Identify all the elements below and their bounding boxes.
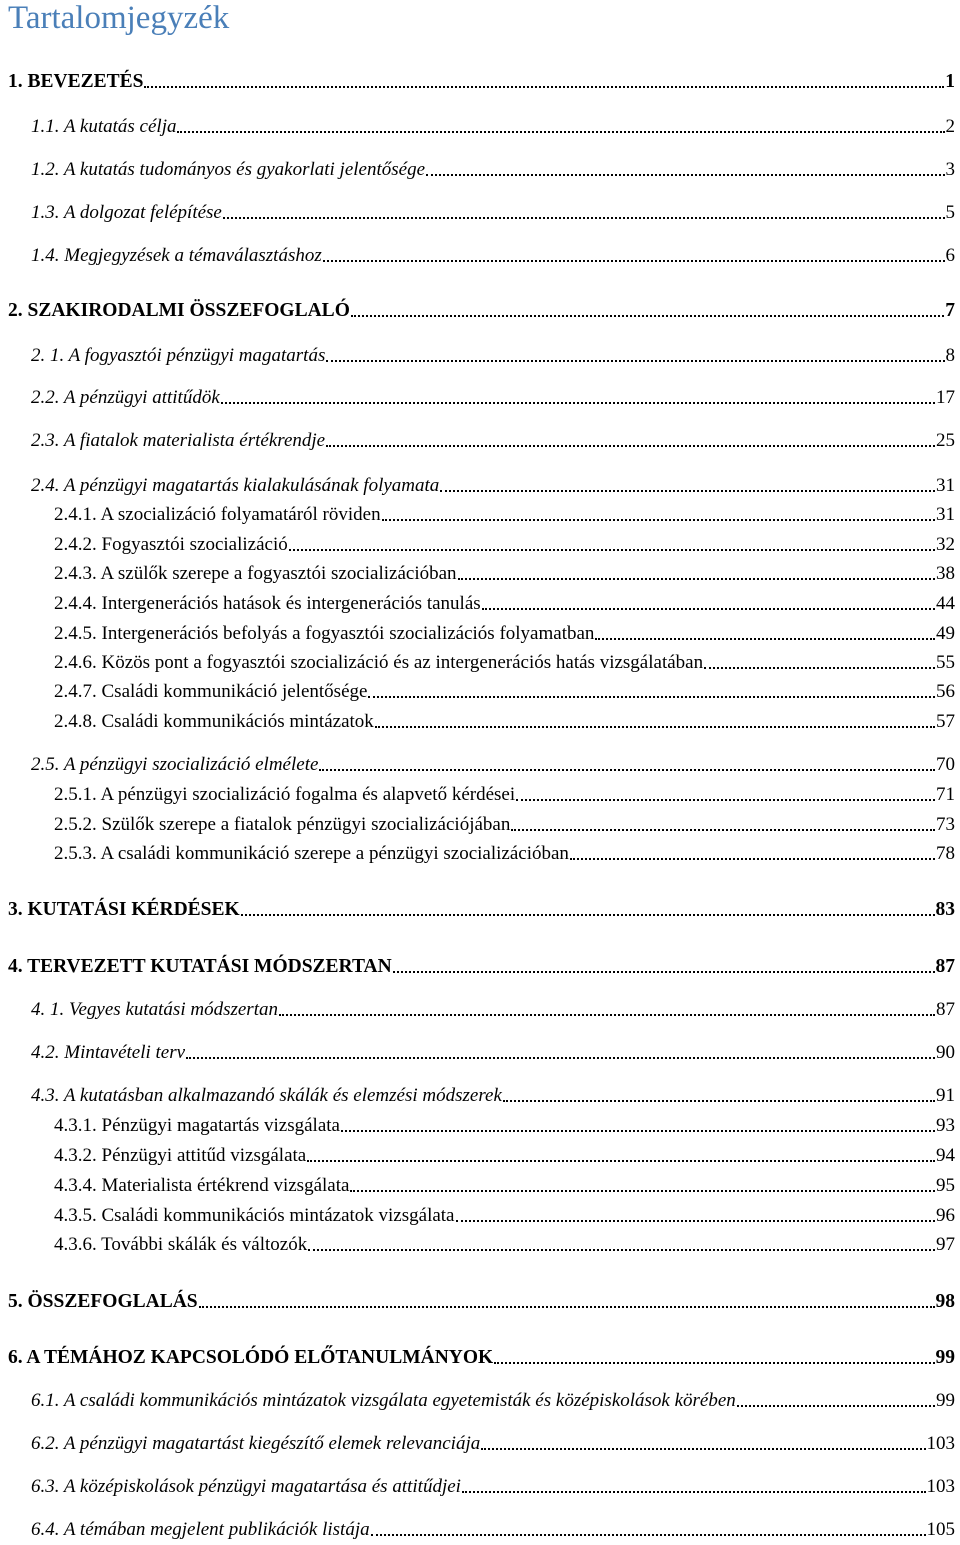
toc-entry-page-number: 32 <box>936 534 955 555</box>
toc-entry[interactable] <box>54 1173 955 1199</box>
toc-entry[interactable] <box>54 561 955 587</box>
toc-entry-title: 2.5.2. Szülők szerepe a fiatalok pénzügyi szocializációjában <box>54 814 511 835</box>
toc-entry-page-number: 38 <box>936 563 955 584</box>
toc-entry[interactable] <box>31 1040 955 1066</box>
toc-entry-page-number: 105 <box>926 1519 955 1540</box>
toc-entry-title: 2.4. A pénzügyi magatartás kialakulásának folyamata <box>31 475 440 496</box>
toc-entry[interactable] <box>54 502 955 528</box>
dot-leader <box>144 86 944 88</box>
toc-entry-title: 4.3.6. További skálák és változók <box>54 1234 308 1255</box>
dot-leader <box>440 490 935 492</box>
toc-entry-page-number: 5 <box>945 202 955 223</box>
toc-entry[interactable] <box>54 1203 955 1229</box>
toc-entry-title: 2. SZAKIRODALMI ÖSSZEFOGLALÓ <box>8 300 350 321</box>
toc-entry[interactable] <box>31 428 955 454</box>
toc-entry[interactable] <box>54 679 955 705</box>
toc-entry-title: 6.1. A családi kommunikációs mintázatok vizsgálata egyetemisták és középiskolások körében <box>31 1390 736 1411</box>
toc-entry[interactable] <box>31 1388 955 1414</box>
toc-entry-title: 1.2. A kutatás tudományos és gyakorlati jelentősége <box>31 159 426 180</box>
toc-entry[interactable] <box>54 650 955 676</box>
toc-entry-title: 2.4.5. Intergenerációs befolyás a fogyasztói szocializációs folyamatban <box>54 623 595 644</box>
toc-entry-title: 5. ÖSSZEFOGLALÁS <box>8 1291 198 1312</box>
toc-entry-page-number: 87 <box>936 999 955 1020</box>
dot-leader <box>199 1306 935 1308</box>
toc-entry[interactable] <box>31 1083 955 1109</box>
toc-entry-page-number: 78 <box>936 843 955 864</box>
toc-entry-page-number: 93 <box>936 1115 955 1136</box>
dot-leader <box>350 1190 935 1192</box>
toc-entry-title: 2.5.1. A pénzügyi szocializáció fogalma és alapvető kérdései <box>54 784 516 805</box>
dot-leader <box>511 829 935 831</box>
toc-entry-page-number: 25 <box>936 430 955 451</box>
dot-leader <box>371 1534 926 1536</box>
dot-leader <box>186 1057 935 1059</box>
dot-leader <box>456 1220 936 1222</box>
toc-entry-page-number: 44 <box>936 593 955 614</box>
toc-entry[interactable] <box>54 1143 955 1169</box>
toc-entry-title: 3. KUTATÁSI KÉRDÉSEK <box>8 899 240 920</box>
dot-leader <box>279 1014 935 1016</box>
toc-entry-title: 4. 1. Vegyes kutatási módszertan <box>31 999 278 1020</box>
dot-leader <box>289 549 935 551</box>
toc-entry-title: 2.4.4. Intergenerációs hatások és intergenerációs tanulás <box>54 593 481 614</box>
toc-entry[interactable] <box>31 1474 955 1500</box>
toc-entry[interactable] <box>8 954 955 980</box>
toc-entry-title: 2.2. A pénzügyi attitűdök <box>31 387 220 408</box>
toc-entry[interactable] <box>54 709 955 735</box>
dot-leader <box>462 1491 926 1493</box>
toc-entry-title: 2.4.8. Családi kommunikációs mintázatok <box>54 711 374 732</box>
toc-entry-page-number: 103 <box>926 1433 955 1454</box>
dot-leader <box>351 315 944 317</box>
toc-entry[interactable] <box>54 621 955 647</box>
toc-entry-page-number: 91 <box>936 1085 955 1106</box>
toc-entry-page-number: 83 <box>935 899 955 920</box>
toc-entry-page-number: 1 <box>945 71 955 92</box>
toc-entry[interactable] <box>31 1517 955 1543</box>
toc-entry-page-number: 73 <box>936 814 955 835</box>
toc-entry-title: 6.2. A pénzügyi magatartást kiegészítő elemek relevanciája <box>31 1433 481 1454</box>
toc-entry-title: 1.3. A dolgozat felépítése <box>31 202 222 223</box>
toc-entry[interactable] <box>54 1232 955 1258</box>
toc-entry-page-number: 94 <box>936 1145 955 1166</box>
page-title: Tartalomjegyzék <box>8 0 230 36</box>
dot-leader <box>368 696 935 698</box>
toc-entry-page-number: 95 <box>936 1175 955 1196</box>
dot-leader <box>308 1249 935 1251</box>
toc-entry-title: 2.4.1. A szocializáció folyamatáról röviden <box>54 504 381 525</box>
toc-entry-title: 6.4. A témában megjelent publikációk listája <box>31 1519 370 1540</box>
dot-leader <box>393 971 935 973</box>
dot-leader <box>382 519 935 521</box>
toc-entry[interactable] <box>31 473 955 499</box>
toc-entry[interactable] <box>31 1431 955 1457</box>
toc-entry-page-number: 7 <box>945 300 955 321</box>
toc-entry-title: 2.5.3. A családi kommunikáció szerepe a pénzügyi szocializációban <box>54 843 569 864</box>
toc-entry[interactable] <box>8 298 955 324</box>
toc-entry-title: 4.3.1. Pénzügyi magatartás vizsgálata <box>54 1115 340 1136</box>
toc-entry-title: 1.4. Megjegyzések a témaválasztáshoz <box>31 245 322 266</box>
dot-leader <box>737 1405 935 1407</box>
toc-entry-page-number: 2 <box>945 116 955 137</box>
dot-leader <box>375 726 935 728</box>
toc-entry-title: 4.3.2. Pénzügyi attitűd vizsgálata <box>54 1145 307 1166</box>
toc-entry[interactable] <box>54 532 955 558</box>
toc-entry[interactable] <box>31 343 955 369</box>
toc-entry-page-number: 31 <box>936 475 955 496</box>
toc-entry[interactable] <box>54 1113 955 1139</box>
dot-leader <box>458 578 935 580</box>
toc-entry[interactable] <box>8 897 955 923</box>
toc-entry-title: 2.4.2. Fogyasztói szocializáció <box>54 534 288 555</box>
toc-entry[interactable] <box>31 243 955 269</box>
dot-leader <box>326 445 935 447</box>
dot-leader <box>595 638 935 640</box>
toc-entry-title: 2.3. A fiatalok materialista értékrendje <box>31 430 326 451</box>
toc-entry-page-number: 57 <box>936 711 955 732</box>
toc-entry[interactable] <box>31 385 955 411</box>
toc-entry-title: 4.3. A kutatásban alkalmazandó skálák és elemzési módszerek <box>31 1085 502 1106</box>
dot-leader <box>319 769 935 771</box>
dot-leader <box>323 260 945 262</box>
toc-entry-page-number: 70 <box>936 754 955 775</box>
toc-entry-page-number: 56 <box>936 681 955 702</box>
toc-entry-page-number: 99 <box>935 1347 955 1368</box>
dot-leader <box>223 217 945 219</box>
toc-entry-page-number: 98 <box>935 1291 955 1312</box>
toc-entry-page-number: 103 <box>926 1476 955 1497</box>
toc-entry-title: 2.4.3. A szülők szerepe a fogyasztói szocializációban <box>54 563 457 584</box>
dot-leader <box>241 914 935 916</box>
toc-entry-page-number: 3 <box>945 159 955 180</box>
toc-entry[interactable] <box>31 752 955 778</box>
dot-leader <box>570 858 935 860</box>
toc-entry-title: 1. BEVEZETÉS <box>8 71 144 92</box>
toc-entry-page-number: 99 <box>936 1390 955 1411</box>
dot-leader <box>177 131 944 133</box>
dot-leader <box>221 402 935 404</box>
toc-entry-page-number: 31 <box>936 504 955 525</box>
toc-entry[interactable] <box>54 812 955 838</box>
toc-entry-page-number: 8 <box>945 345 955 366</box>
toc-entry-title: 2.5. A pénzügyi szocializáció elmélete <box>31 754 319 775</box>
toc-entry-title: 2. 1. A fogyasztói pénzügyi magatartás <box>31 345 326 366</box>
toc-entry[interactable] <box>54 591 955 617</box>
toc-entry-page-number: 17 <box>936 387 955 408</box>
toc-entry-title: 6. A TÉMÁHOZ KAPCSOLÓDÓ ELŐTANULMÁNYOK <box>8 1347 494 1368</box>
toc-entry-page-number: 97 <box>936 1234 955 1255</box>
toc-entry-title: 4.3.4. Materialista értékrend vizsgálata <box>54 1175 350 1196</box>
toc-entry-title: 4. TERVEZETT KUTATÁSI MÓDSZERTAN <box>8 956 392 977</box>
toc-entry-title: 4.2. Mintavételi terv <box>31 1042 186 1063</box>
toc-entry[interactable] <box>31 157 955 183</box>
dot-leader <box>326 360 944 362</box>
dot-leader <box>426 174 944 176</box>
toc-entry-title: 2.4.7. Családi kommunikáció jelentősége <box>54 681 368 702</box>
toc-entry-page-number: 90 <box>936 1042 955 1063</box>
dot-leader <box>704 667 935 669</box>
toc-entry[interactable] <box>31 114 955 140</box>
dot-leader <box>494 1362 934 1364</box>
toc-entry-page-number: 71 <box>936 784 955 805</box>
toc-entry-page-number: 96 <box>936 1205 955 1226</box>
dot-leader <box>341 1130 935 1132</box>
toc-entry-page-number: 55 <box>936 652 955 673</box>
toc-entry[interactable] <box>8 1289 955 1315</box>
toc-entry[interactable] <box>54 782 955 808</box>
toc-entry[interactable] <box>31 997 955 1023</box>
dot-leader <box>482 608 935 610</box>
toc-entry[interactable] <box>31 200 955 226</box>
dot-leader <box>503 1100 935 1102</box>
toc-entry-title: 4.3.5. Családi kommunikációs mintázatok vizsgálata <box>54 1205 455 1226</box>
dot-leader <box>516 799 935 801</box>
toc-entry[interactable] <box>8 1345 955 1371</box>
toc-entry-page-number: 6 <box>945 245 955 266</box>
toc-entry-page-number: 49 <box>936 623 955 644</box>
dot-leader <box>307 1160 935 1162</box>
dot-leader <box>481 1448 925 1450</box>
toc-entry[interactable] <box>8 69 955 95</box>
toc-entry-title: 2.4.6. Közös pont a fogyasztói szocializáció és az intergenerációs hatás vizsgálatában <box>54 652 704 673</box>
toc-entry[interactable] <box>54 841 955 867</box>
toc-entry-title: 1.1. A kutatás célja <box>31 116 177 137</box>
toc-entry-title: 6.3. A középiskolások pénzügyi magatartása és attitűdjei <box>31 1476 461 1497</box>
toc-entry-page-number: 87 <box>935 956 955 977</box>
